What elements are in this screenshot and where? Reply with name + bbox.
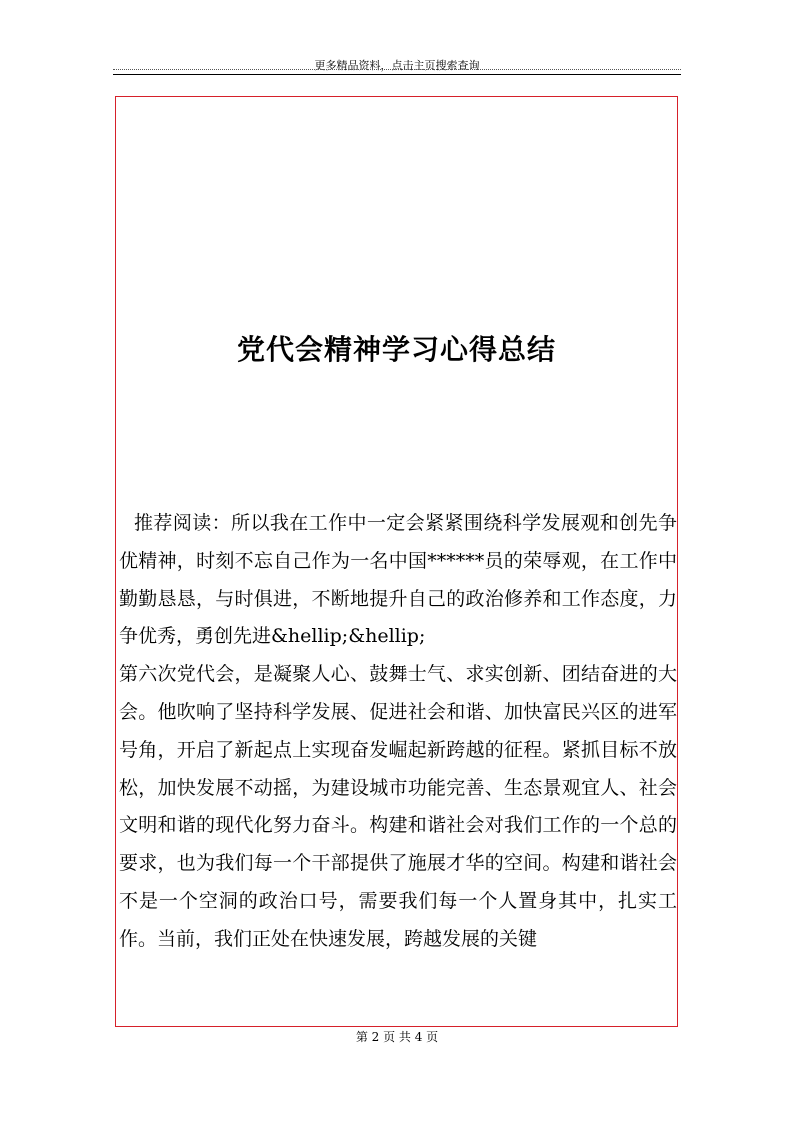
document-title: 党代会精神学习心得总结 [236,333,556,366]
header-rule [113,74,681,75]
header-dotted-rule [113,69,681,70]
page-header: 更多精品资料，点击主页搜索查询 [314,59,480,72]
document-body [119,505,677,959]
page-number: 第 2 页 共 4 页 [355,1030,439,1044]
paragraph-recommended-reading: 推荐阅读：所以我在工作中一定会紧紧围绕科学发展观和创先争优精神，时刻不忘自己作为一名中国******员的荣辱观，在工作中勤勤恳恳，与时俱进，不断地提升自己的政治修养和工作态度，力争优秀，勇创先进&hellip;&hellip; [119,512,677,648]
paragraph-main: 第六次党代会，是凝聚人心、鼓舞士气、求实创新、团结奋进的大会。他吹响了坚持科学发展、促进社会和谐、加快富民兴区的进军号角，开启了新起点上实现奋发崛起新跨越的征程。紧抓目标不放松，加快发展不动摇，为建设城市功能完善、生态景观宜人、社会文明和谐的现代化努力奋斗。构建和谐社会对我们工作的一个总的要求，也为我们每一个干部提供了施展才华的空间。构建和谐社会不是一个空洞的政治口号，需要我们每一个人置身其中，扎实工作。当前，我们正处在快速发展，跨越发展的关键 [119,663,677,950]
